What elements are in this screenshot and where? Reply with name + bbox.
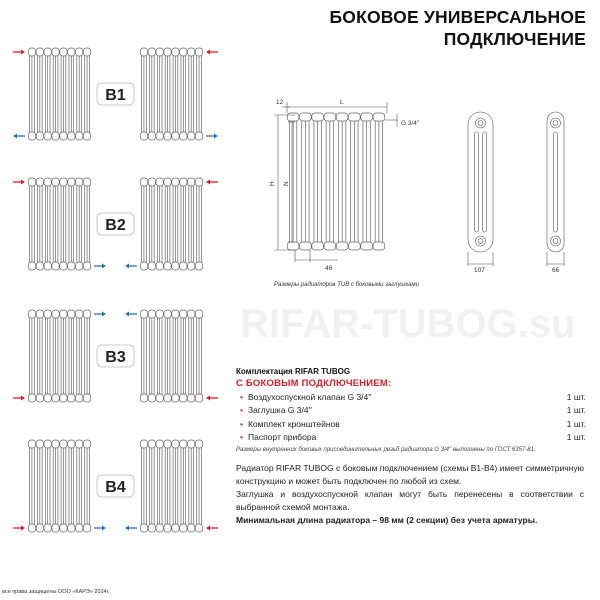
flow-arrow-icon bbox=[94, 312, 106, 317]
dim-thread: G 3/4'' bbox=[401, 120, 420, 127]
flow-arrow-icon bbox=[206, 396, 218, 401]
flow-arrow-icon bbox=[13, 526, 25, 531]
kit-item-name: • Воздухоспускной клапан G 3/4'' bbox=[240, 391, 372, 402]
page-title bbox=[329, 6, 586, 50]
flow-arrow-icon bbox=[13, 50, 25, 55]
flow-arrow-icon bbox=[125, 526, 137, 531]
radiator-icon bbox=[140, 440, 202, 532]
kit-heading: Комплектация RIFAR TUBOG bbox=[236, 367, 351, 376]
flow-arrow-icon bbox=[206, 50, 218, 55]
radiator-icon bbox=[28, 178, 90, 270]
radiator-icon bbox=[140, 48, 202, 140]
flow-arrow-icon bbox=[13, 396, 25, 401]
flow-arrow-icon bbox=[206, 180, 218, 185]
dim-107: 107 bbox=[474, 267, 485, 274]
copyright: все права защищены ООО «КАРЭ» 2024г. bbox=[2, 589, 110, 595]
svg-text:B4: B4 bbox=[105, 479, 126, 496]
scheme-label bbox=[97, 83, 134, 105]
dim-46: 46 bbox=[325, 265, 333, 272]
side-view-66 bbox=[547, 112, 564, 266]
description-p1: Радиатор RIFAR TUBOG с боковым подключением (схемы В1-В4) имеет симметричную конструкцию и может быть подключен по любой из схем. bbox=[236, 463, 584, 486]
scheme-b3 bbox=[13, 310, 218, 402]
dim-L: L bbox=[340, 99, 344, 106]
radiator-icon bbox=[28, 310, 90, 402]
scheme-b4 bbox=[13, 440, 218, 532]
kit-section bbox=[236, 367, 586, 454]
dim-H: H bbox=[269, 181, 276, 186]
radiator-icon bbox=[287, 113, 384, 250]
kit-item bbox=[236, 417, 586, 431]
dim-N: N bbox=[283, 181, 290, 186]
flow-arrow-icon bbox=[206, 134, 218, 139]
scheme-label bbox=[97, 213, 134, 235]
kit-item bbox=[236, 404, 586, 418]
scheme-b2 bbox=[13, 178, 218, 270]
radiator-icon bbox=[28, 440, 90, 532]
kit-item-qty: 1 шт. bbox=[566, 405, 586, 416]
radiator-icon bbox=[28, 48, 90, 140]
dimension-drawing bbox=[250, 90, 600, 290]
drawing-caption: Размеры радиаторов TUB с боковыми заглушками bbox=[274, 282, 419, 288]
scheme-b1 bbox=[13, 48, 218, 140]
flow-arrow-icon bbox=[13, 134, 25, 139]
kit-item-name: • Заглушка G 3/4'' bbox=[240, 405, 312, 416]
svg-text:B3: B3 bbox=[105, 349, 126, 366]
dim-66: 66 bbox=[552, 267, 560, 274]
bullet-icon: • bbox=[240, 405, 243, 416]
kit-item-qty: 1 шт. bbox=[566, 432, 586, 443]
description-p2: Заглушка и воздухоспускной клапан могут быть перенесены в соответствии с выбранной схемой монтажа. bbox=[236, 489, 584, 512]
svg-text:B2: B2 bbox=[105, 217, 126, 234]
scheme-label bbox=[97, 345, 134, 367]
kit-item-qty: 1 шт. bbox=[566, 391, 586, 402]
description bbox=[236, 462, 584, 527]
description-p3: Минимальная длина радиатора – 98 мм (2 секции) без учета арматуры. bbox=[236, 515, 538, 525]
kit-subheading: С БОКОВЫМ ПОДКЛЮЧЕНИЕМ: bbox=[236, 378, 392, 389]
connection-schemes bbox=[0, 30, 230, 550]
title-line: БОКОВОЕ УНИВЕРСАЛЬНОЕ bbox=[329, 7, 586, 27]
radiator-icon bbox=[140, 178, 202, 270]
kit-item bbox=[236, 390, 586, 404]
watermark: RIFAR-TUBOG.su bbox=[240, 302, 576, 346]
kit-note: Размеры внутренних боковых присоединительных резьб радиатора G 3/4'' выполнены по ГОСТ 6357-81. bbox=[236, 447, 536, 453]
kit-item-name: • Комплект кронштейнов bbox=[240, 418, 340, 429]
side-view-107 bbox=[468, 112, 493, 266]
flow-arrow-icon bbox=[125, 312, 137, 317]
bullet-icon: • bbox=[240, 418, 243, 429]
flow-arrow-icon bbox=[13, 180, 25, 185]
title-line: ПОДКЛЮЧЕНИЕ bbox=[443, 29, 586, 49]
kit-item-qty: 1 шт. bbox=[566, 418, 586, 429]
kit-item-name: • Паспорт прибора bbox=[240, 432, 317, 443]
bullet-icon: • bbox=[240, 391, 243, 402]
flow-arrow-icon bbox=[125, 264, 137, 269]
bullet-icon: • bbox=[240, 432, 243, 443]
flow-arrow-icon bbox=[206, 526, 218, 531]
flow-arrow-icon bbox=[94, 526, 106, 531]
svg-text:B1: B1 bbox=[105, 87, 126, 104]
dim-12: 12 bbox=[276, 99, 284, 106]
radiator-icon bbox=[140, 310, 202, 402]
scheme-label bbox=[97, 475, 134, 497]
kit-item bbox=[236, 431, 586, 445]
flow-arrow-icon bbox=[94, 264, 106, 269]
